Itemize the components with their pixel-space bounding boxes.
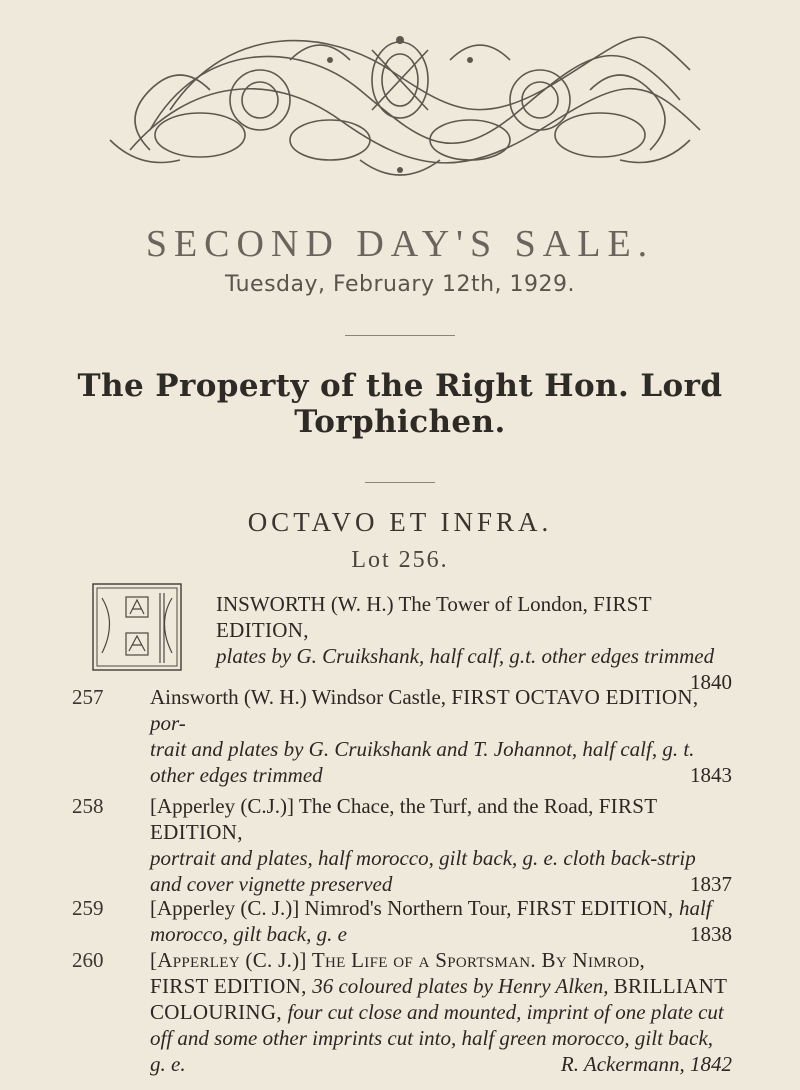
sale-title: SECOND DAY'S SALE. [145, 223, 655, 265]
sale-date: Tuesday, February 12th, 1929. [225, 272, 575, 297]
lot-text: [Apperley (C.J.)] The Chace, the Turf, and the Road, [150, 794, 599, 818]
divider [365, 482, 435, 483]
property-heading: The Property of the Right Hon. Lord Torphichen. [77, 368, 723, 440]
lot-number: 258 [72, 794, 104, 818]
lot-year: 1837 [690, 872, 732, 896]
divider [345, 335, 455, 336]
lot-text: [Apperley (C. J.)] Nimrod's Northern Tour, [150, 896, 517, 920]
lot-year: 1840 [690, 670, 732, 694]
ornament-headpiece-icon [0, 20, 800, 190]
catalogue-page: SECOND DAY'S SALE. Tuesday, February 12th, 1929. The Property of the Right Hon. Lord Torphichen. OCTAVO ET INFRA. Lot 256. INSWORTH (W. H.) The Tower of London, FIRST EDITION, plates by G. Cruikshank, half calf, g.t. other edges trimmed 1840 257 Ainsworth (W. H.) Windsor Castle, FIRST OCTAVO EDITION, por- trait and plates by G. Cruikshank and T. Johannot, half calf, g. t. other edges trimmed 1843 258 [Apperley (C.J.)] The Chace, the Turf, and the Road, FIRST EDITION, portrait and plates, half morocco, gilt back, g. e. cloth back-strip and cover vignette preserved 1837 259 [Apperley (C. J.)] Nimrod's Northern Tour, FIRST EDITION, half morocco, gilt back, g. e 1838 260 [Apperley (C. J.)] The Life of a Sportsman. By Nimrod, FIRST EDITION, 36 coloured plates by Henry Alken, BRILLIANT COLOURING, four cut close and mounted, imprint of one plate cut off and some other imprints cut into, half green morocco, gilt back, g. e. R. Ackermann, 1842 [0, 0, 800, 1090]
edition-note: FIRST EDITION, [150, 974, 313, 998]
lot-heading: Lot 256. [351, 547, 449, 573]
lot-text: portrait and plates, half morocco, gilt back, g. e. cloth back-strip [150, 846, 696, 870]
edition-note: FIRST OCTAVO EDITION, [451, 685, 699, 709]
lot-number: 260 [72, 948, 104, 972]
lot-publisher: R. Ackermann, 1842 [560, 1052, 732, 1076]
edition-note: FIRST EDITION, [216, 592, 652, 642]
edition-note: FIRST EDITION, [150, 794, 657, 844]
lot-text: trait and plates by G. Cruikshank and T. Johannot, half calf, g. t. [150, 737, 695, 761]
decorated-initial-icon [92, 583, 182, 671]
lot-text: plates by G. Cruikshank, half calf, g.t. other edges trimmed [216, 644, 715, 668]
lot-number: 259 [72, 896, 104, 920]
lot-number: 257 [72, 685, 104, 709]
lot-text: Ainsworth (W. H.) Windsor Castle, [150, 685, 452, 709]
section-heading: OCTAVO ET INFRA. [247, 507, 553, 537]
lot-year: 1843 [690, 763, 732, 787]
lot-text: INSWORTH (W. H.) The Tower of London, [216, 592, 594, 616]
lot-year: 1838 [690, 922, 732, 946]
lot-text: [Apperley (C. J.)] The Life of a Sportsman. By Nimrod, [150, 948, 646, 972]
edition-note: FIRST EDITION, [516, 896, 679, 920]
